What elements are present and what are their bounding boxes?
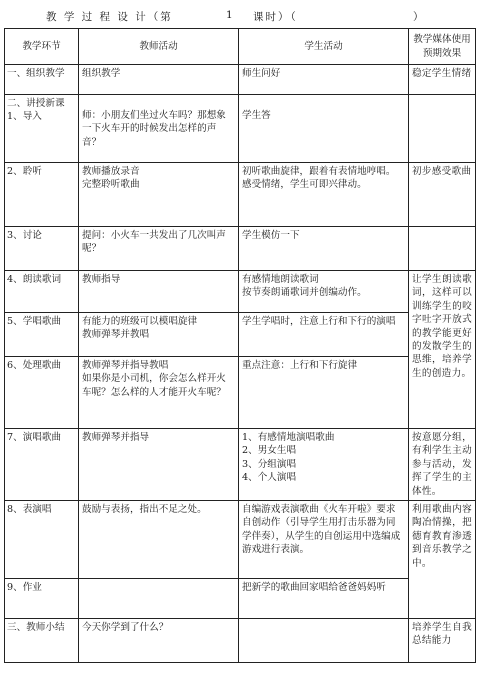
teacher-cell: 鼓励与表扬，指出不足之处。 [79,501,239,579]
lesson-process-table [4,28,476,663]
media-cell [409,95,476,163]
student-cell: 1、有感情地演唱歌曲 2、男女生唱 3、分组演唱 4、个人演唱 [239,429,409,501]
teacher-cell: 有能力的班级可以模唱旋律 教师弹琴并教唱 [79,313,239,357]
media-cell: 初步感受歌曲 [409,163,476,227]
lesson-plan-title [0,6,479,26]
header-media: 教学媒体使用预期效果 [409,29,476,65]
table-row [5,227,476,271]
teacher-cell: 教师弹琴并指导 [79,429,239,501]
teacher-cell: 组织教学 [79,65,239,95]
stage-cell: 2、聆听 [5,163,79,227]
section-heading: 二、讲授新课 [7,98,65,109]
stage-cell: 4、朗读歌词 [5,271,79,313]
header-student: 学生活动 [239,29,409,65]
title-label: 教 学 过 程 设 计（第 [46,11,173,23]
student-cell: 学生学唱时，注意上行和下行的演唱 [239,313,409,357]
stage-cell: 三、教师小结 [5,619,79,663]
title-unit: 课时）（ [253,11,298,23]
stage-cell [5,95,79,163]
media-cell: 培养学生自我总结能力 [409,619,476,663]
teacher-cell: 提问：小火车一共发出了几次叫声呢？ [79,227,239,271]
table-row [5,579,476,619]
title-close: ） [413,11,426,23]
teacher-cell: 教师播放录音 完整聆听歌曲 [79,163,239,227]
stage-cell: 一、组织教学 [5,65,79,95]
table-row [5,95,476,163]
teacher-cell: 教师指导 [79,271,239,313]
student-cell: 自编游戏表演歌曲《火车开啦》要求自创动作（引导学生用打击乐器为同学伴奏），从学生的自创运用中选编成游戏进行表演。 [239,501,409,579]
stage-cell: 7、演唱歌曲 [5,429,79,501]
student-cell [239,619,409,663]
teacher-cell: 师：小朋友们坐过火车吗？那想象一下火车开的时候发出怎样的声音？ [79,95,239,163]
stage-cell: 8、表演唱 [5,501,79,579]
media-cell: 按意愿分组，有利学生主动参与活动，发挥了学生的主体性。 [409,429,476,501]
media-cell: 稳定学生情绪 [409,65,476,95]
student-cell: 有感情地朗读歌词 按节奏朗诵歌词并创编动作。 [239,271,409,313]
header-row [5,29,476,65]
stage-cell: 6、处理歌曲 [5,357,79,429]
student-cell: 学生模仿一下 [239,227,409,271]
table-row [5,501,476,579]
media-cell: 让学生朗读歌词，这样可以训练学生的咬字吐字开放式的教学能更好的发散学生的思维，培养学生的创造力。 [409,271,476,429]
student-cell: 把新学的歌曲回家唱给爸爸妈妈听 [239,579,409,619]
stage-label: 1、导入 [7,111,42,123]
table-row [5,429,476,501]
media-cell: 利用歌曲内容陶冶情操，把德育教育渗透到音乐教学之中。 [409,501,476,619]
stage-cell: 9、作业 [5,579,79,619]
teacher-cell: 教师弹琴并指导教唱 如果你是小司机，你会怎么样开火车呢？怎么样的人才能开火车呢？ [79,357,239,429]
table-row [5,163,476,227]
teacher-cell: 今天你学到了什么？ [79,619,239,663]
stage-cell: 3、讨论 [5,227,79,271]
stage-cell: 5、学唱歌曲 [5,313,79,357]
header-stage: 教学环节 [5,29,79,65]
table-row [5,313,476,357]
table-row [5,357,476,429]
student-cell: 师生问好 [239,65,409,95]
student-cell: 学生答 [239,95,409,163]
media-cell [409,227,476,271]
table-row [5,619,476,663]
student-cell: 重点注意：上行和下行旋律 [239,357,409,429]
teacher-cell [79,579,239,619]
header-teacher: 教师活动 [79,29,239,65]
table-row [5,271,476,313]
title-lesson-number: 1 [226,9,235,21]
student-cell: 初听歌曲旋律，跟着有表情地哼唱。 感受情绪，学生可即兴律动。 [239,163,409,227]
table-row [5,65,476,95]
